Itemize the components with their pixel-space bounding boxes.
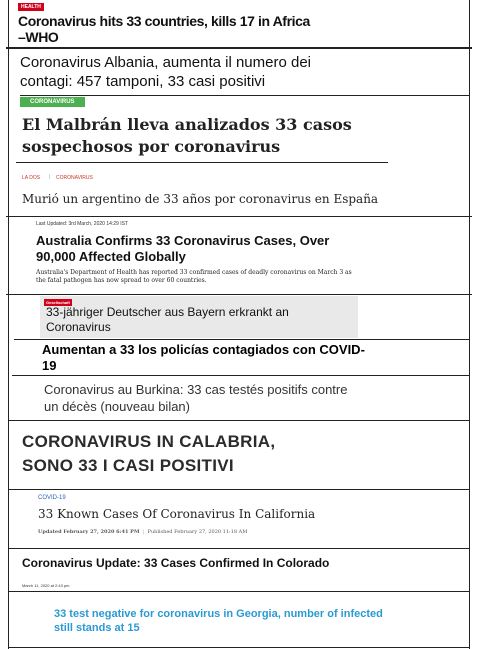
clip-11-date: March 11, 2020 at 2:43 pm [22,583,70,588]
clip-2-headline[interactable]: Coronavirus Albania, aumenta il numero dei contagi: 457 tamponi, 33 casi positivi [20,54,311,90]
coronavirus-tag[interactable]: CORONAVIRUS [56,175,93,181]
clip-9 [14,421,464,487]
updated-date: Updated February 27, 2020 6:41 PM [38,529,140,535]
clip-3-headline[interactable]: El Malbrán lleva analizados 33 casos sospechosos por coronavirus [22,115,352,156]
divider-7 [12,375,470,376]
divider-5 [6,294,472,295]
health-badge: HEALTH [18,3,44,11]
clip-8-headline[interactable]: Coronavirus au Burkina: 33 cas testés positifs contre un décès (nouveau bilan) [44,382,348,414]
bottom-border [8,647,470,648]
clip-12-headline[interactable]: 33 test negative for coronavirus in Georgia, number of infected still stands at 15 [54,608,383,634]
clip-4-headline[interactable]: Murió un argentino de 33 años por coronavirus en España [22,192,379,206]
clip-1 [14,2,464,46]
clip-2 [14,50,464,94]
clip-1-headline[interactable]: Coronavirus hits 33 countries, kills 17 in Africa –WHO [18,13,310,45]
clip-5-updated: Last Updated: 3rd March, 2020 14:29 IST [36,221,128,227]
tag-separator: | [49,174,51,180]
divider-3 [16,162,388,163]
published-date: Published February 27, 2020 11:18 AM [147,529,248,535]
la-dos-tag[interactable]: LA DOS [22,175,41,181]
left-border [8,0,9,649]
clip-4 [14,166,464,214]
clip-10-meta [38,529,438,535]
clip-7 [14,340,464,374]
clip-11 [14,550,464,592]
clip-5-headline[interactable]: Australia Confirms 33 Coronavirus Cases, Over 90,000 Affected Globally [36,233,330,264]
clip-12 [14,592,464,649]
divider-10 [8,548,470,549]
clip-9-headline[interactable]: CORONAVIRUS IN CALABRIA, SONO 33 I CASI POSITIVI [22,432,276,475]
right-border [469,0,470,649]
clip-10-headline[interactable]: 33 Known Cases Of Coronavirus In California [38,507,316,521]
clip-7-headline[interactable]: Aumentan a 33 los policías contagiados con COVID-19 [42,342,365,373]
clip-6 [40,296,358,338]
meta-separator: | [141,529,146,535]
gesellschaft-badge: Gesellschaft [46,300,70,305]
divider-1 [6,47,472,49]
clip-11-headline[interactable]: Coronavirus Update: 33 Cases Confirmed In Colorado [22,556,330,570]
covid-19-tag[interactable]: COVID-19 [38,495,66,501]
clip-10 [14,490,464,548]
clip-5 [14,217,464,295]
clip-5-summary: Australia's Department of Health has reported 33 confirmed cases of deadly coronavirus on March 3 as the fatal pathogen has now spread to over 60 countries. [36,269,352,284]
clip-8 [14,377,464,421]
clip-6-headline[interactable]: 33-jähriger Deutscher aus Bayern erkrankt an Coronavirus [46,305,289,334]
clip-3 [14,96,464,162]
coronavirus-badge: CORONAVIRUS [20,97,85,107]
